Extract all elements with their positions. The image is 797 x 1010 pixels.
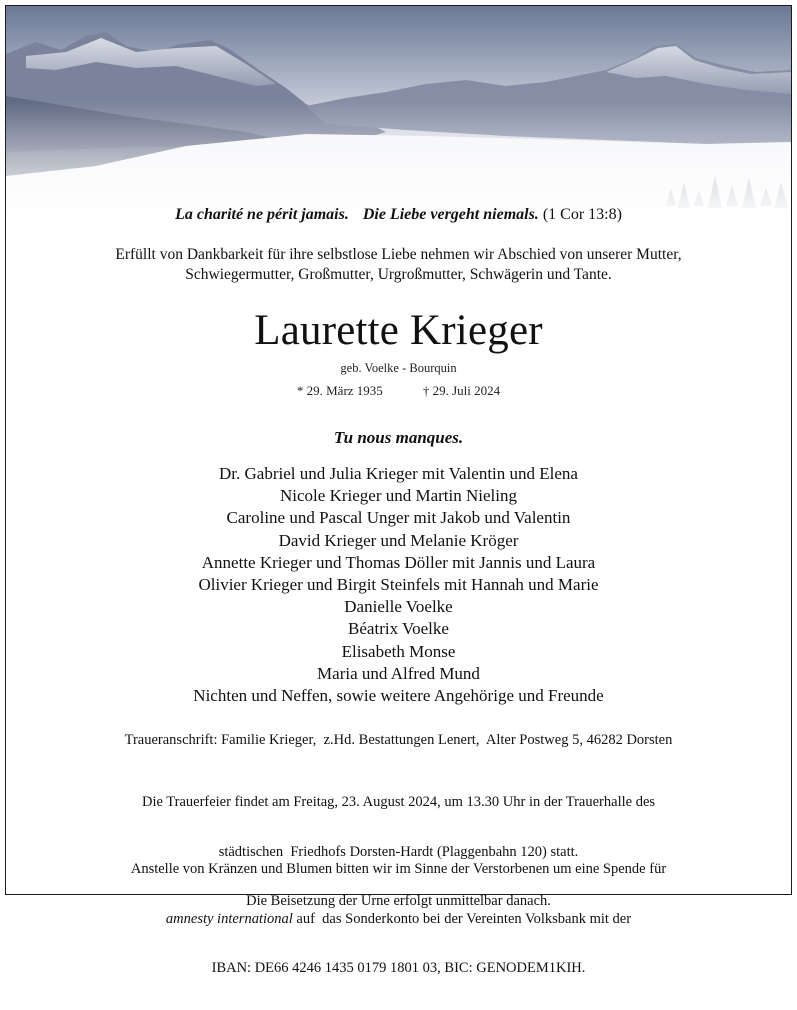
deceased-name: Laurette Krieger <box>254 307 543 354</box>
bible-reference: (1 Cor 13:8) <box>542 206 622 223</box>
intro-line: Erfüllt von Dankbarkeit für ihre selbstlose Liebe nehmen wir Abschied von unserer Mutter, <box>115 246 682 263</box>
intro-text <box>6 245 791 285</box>
mourner-entry: Elisabeth Monse <box>341 641 456 661</box>
ceremony-line: städtischen Friedhofs Dorsten-Hardt (Plaggenbahn 120) statt. <box>218 843 579 860</box>
ceremony-line: Die Beisetzung der Urne erfolgt unmittelbar danach. <box>246 893 551 909</box>
mourner-entry: Maria und Alfred Mund <box>317 663 480 683</box>
mourner-entry: Dr. Gabriel und Julia Krieger mit Valentin und Elena <box>219 464 578 483</box>
mourning-address: Traueranschrift: Familie Krieger, z.Hd. Bestattungen Lenert, Alter Postweg 5, 46282 Dorsten <box>124 732 673 748</box>
birth-date: * 29. März 1935 <box>296 383 383 398</box>
donation-info <box>6 828 791 1010</box>
farewell-phrase: Tu nous manques. <box>333 428 464 447</box>
mourner-entry: Béatrix Voelke <box>348 619 449 639</box>
mountain-landscape-image <box>6 6 791 221</box>
mourner-entry: Nicole Krieger und Martin Nieling <box>280 486 517 506</box>
mourners-list <box>6 463 791 707</box>
motto-line <box>6 206 791 224</box>
donation-line-rest: auf das Sonderkonto bei der Vereinten Volksbank mit der <box>292 910 632 927</box>
mourner-entry: Olivier Krieger und Birgit Steinfels mit Hannah und Marie <box>198 575 599 595</box>
mourner-entry: Danielle Voelke <box>344 597 453 617</box>
intro-line: Schwiegermutter, Großmutter, Urgroßmutter, Schwägerin und Tante. <box>185 266 612 283</box>
bank-details: IBAN: DE66 4246 1435 0179 1801 03, BIC: GENODEM1KIH. <box>211 960 586 976</box>
mourner-entry: Nichten und Neffen, sowie weitere Angehörige und Freunde <box>193 686 604 706</box>
life-dates <box>6 383 791 399</box>
motto-german: Die Liebe vergeht niemals. <box>362 206 539 223</box>
donation-line <box>6 911 791 928</box>
mourner-entry: David Krieger und Melanie Kröger <box>278 530 519 550</box>
mourner-entry: Caroline und Pascal Unger mit Jakob und Valentin <box>226 508 571 528</box>
ceremony-line: Die Trauerfeier findet am Freitag, 23. August 2024, um 13.30 Uhr in der Trauerhalle des <box>141 794 656 810</box>
death-date: † 29. Juli 2024 <box>422 383 501 398</box>
donation-line: Anstelle von Kränzen und Blumen bitten wir im Sinne der Verstorbenen um eine Spende für <box>130 861 667 877</box>
charity-name: amnesty international <box>165 910 293 927</box>
motto-french: La charité ne périt jamais. <box>175 206 349 223</box>
maiden-name: geb. Voelke - Bourquin <box>340 361 457 375</box>
mourner-entry: Annette Krieger und Thomas Döller mit Jannis und Laura <box>201 552 596 572</box>
obituary-notice <box>5 5 792 976</box>
